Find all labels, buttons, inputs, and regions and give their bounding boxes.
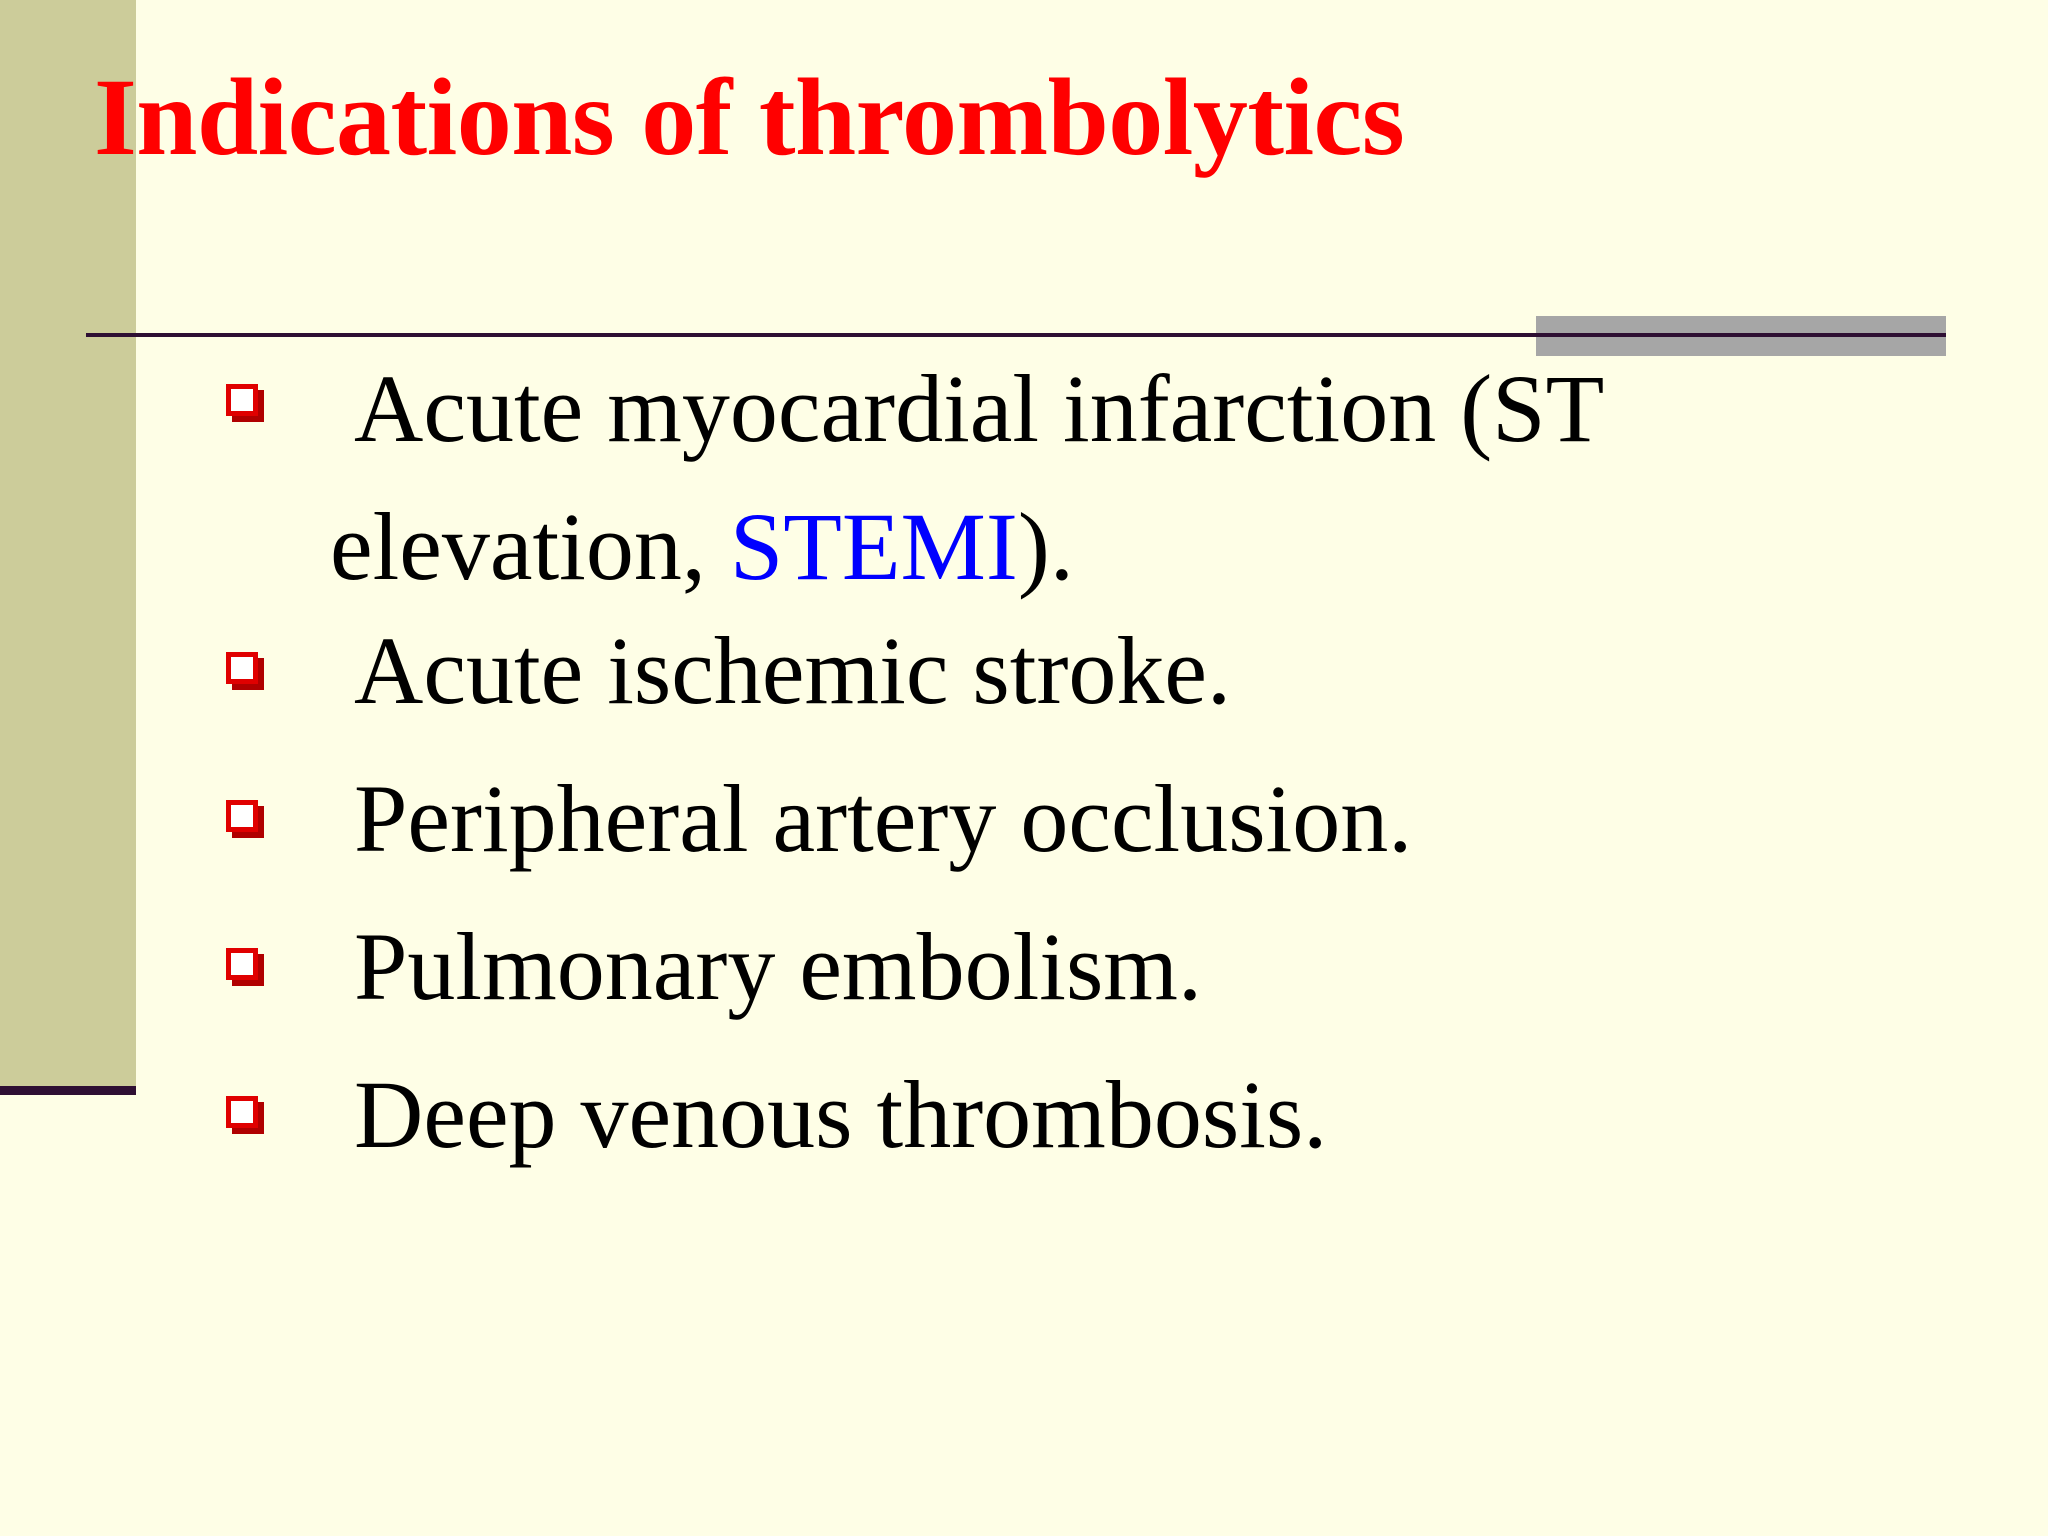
square-bullet-icon [226,1096,264,1134]
list-item-text: Acute ischemic stroke. [354,617,1232,724]
square-bullet-icon [226,384,264,422]
square-bullet-icon [226,948,264,986]
title-divider-accent-line [1536,333,1946,337]
stemi-highlight: STEMI [729,493,1018,600]
square-bullet-icon [226,652,264,690]
left-bar-underline [0,1086,136,1095]
list-item-text-part: ). [1017,493,1074,600]
square-bullet-icon [226,800,264,838]
list-item-text: Pulmonary embolism. [354,913,1202,1020]
slide-title: Indications of thrombolytics [94,56,1405,178]
list-item-text-part: Acute myocardial infarction (ST elevation, [330,355,1603,600]
list-item-text: Deep venous thrombosis. [354,1061,1328,1168]
list-item-text: Peripheral artery occlusion. [354,765,1413,872]
list-item-text [330,340,1970,616]
